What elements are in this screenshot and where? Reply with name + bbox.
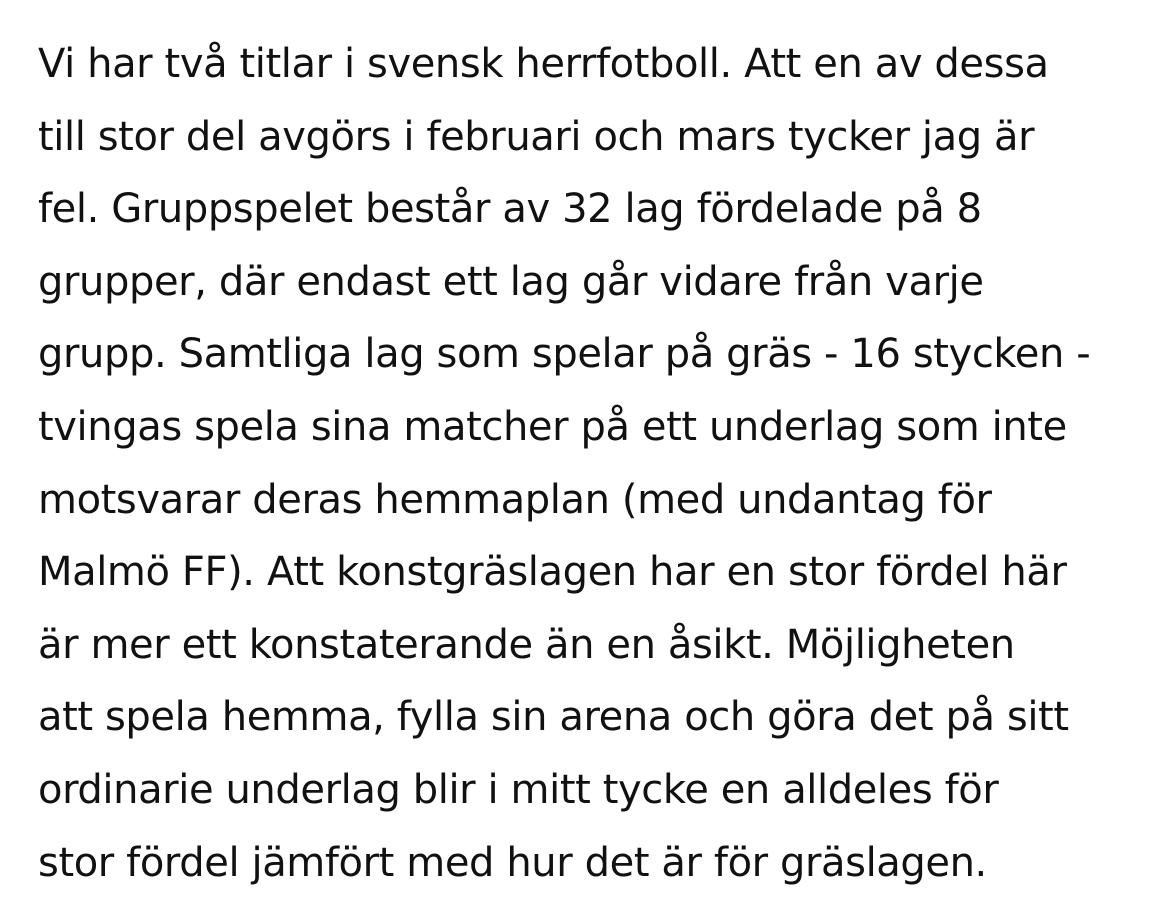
paragraph-line: ordinarie underlag blir i mitt tycke en alldeles för: [38, 766, 999, 813]
paragraph-line: att spela hemma, fylla sin arena och göra det på sitt: [38, 694, 1069, 741]
paragraph-line: till stor del avgörs i februari och mars tycker jag är: [38, 113, 1035, 160]
paragraph-line: fel. Gruppspelet består av 32 lag fördelade på 8: [38, 186, 982, 233]
paragraph-line: är mer ett konstaterande än en åsikt. Möjligheten: [38, 621, 1015, 668]
article-body: [38, 28, 1148, 899]
paragraph-line: grupper, där endast ett lag går vidare från varje: [38, 258, 984, 305]
paragraph-line: motsvarar deras hemmaplan (med undantag för: [38, 476, 992, 523]
paragraph-line: Malmö FF). Att konstgräslagen har en stor fördel här: [38, 549, 1067, 596]
paragraph-line: grupp. Samtliga lag som spelar på gräs - 16 stycken -: [38, 331, 1091, 378]
paragraph-line: tvingas spela sina matcher på ett underlag som inte: [38, 403, 1067, 450]
paragraph-line: stor fördel jämfört med hur det är för gräslagen.: [38, 839, 987, 886]
paragraph-line: Vi har två titlar i svensk herrfotboll. Att en av dessa: [38, 41, 1049, 87]
